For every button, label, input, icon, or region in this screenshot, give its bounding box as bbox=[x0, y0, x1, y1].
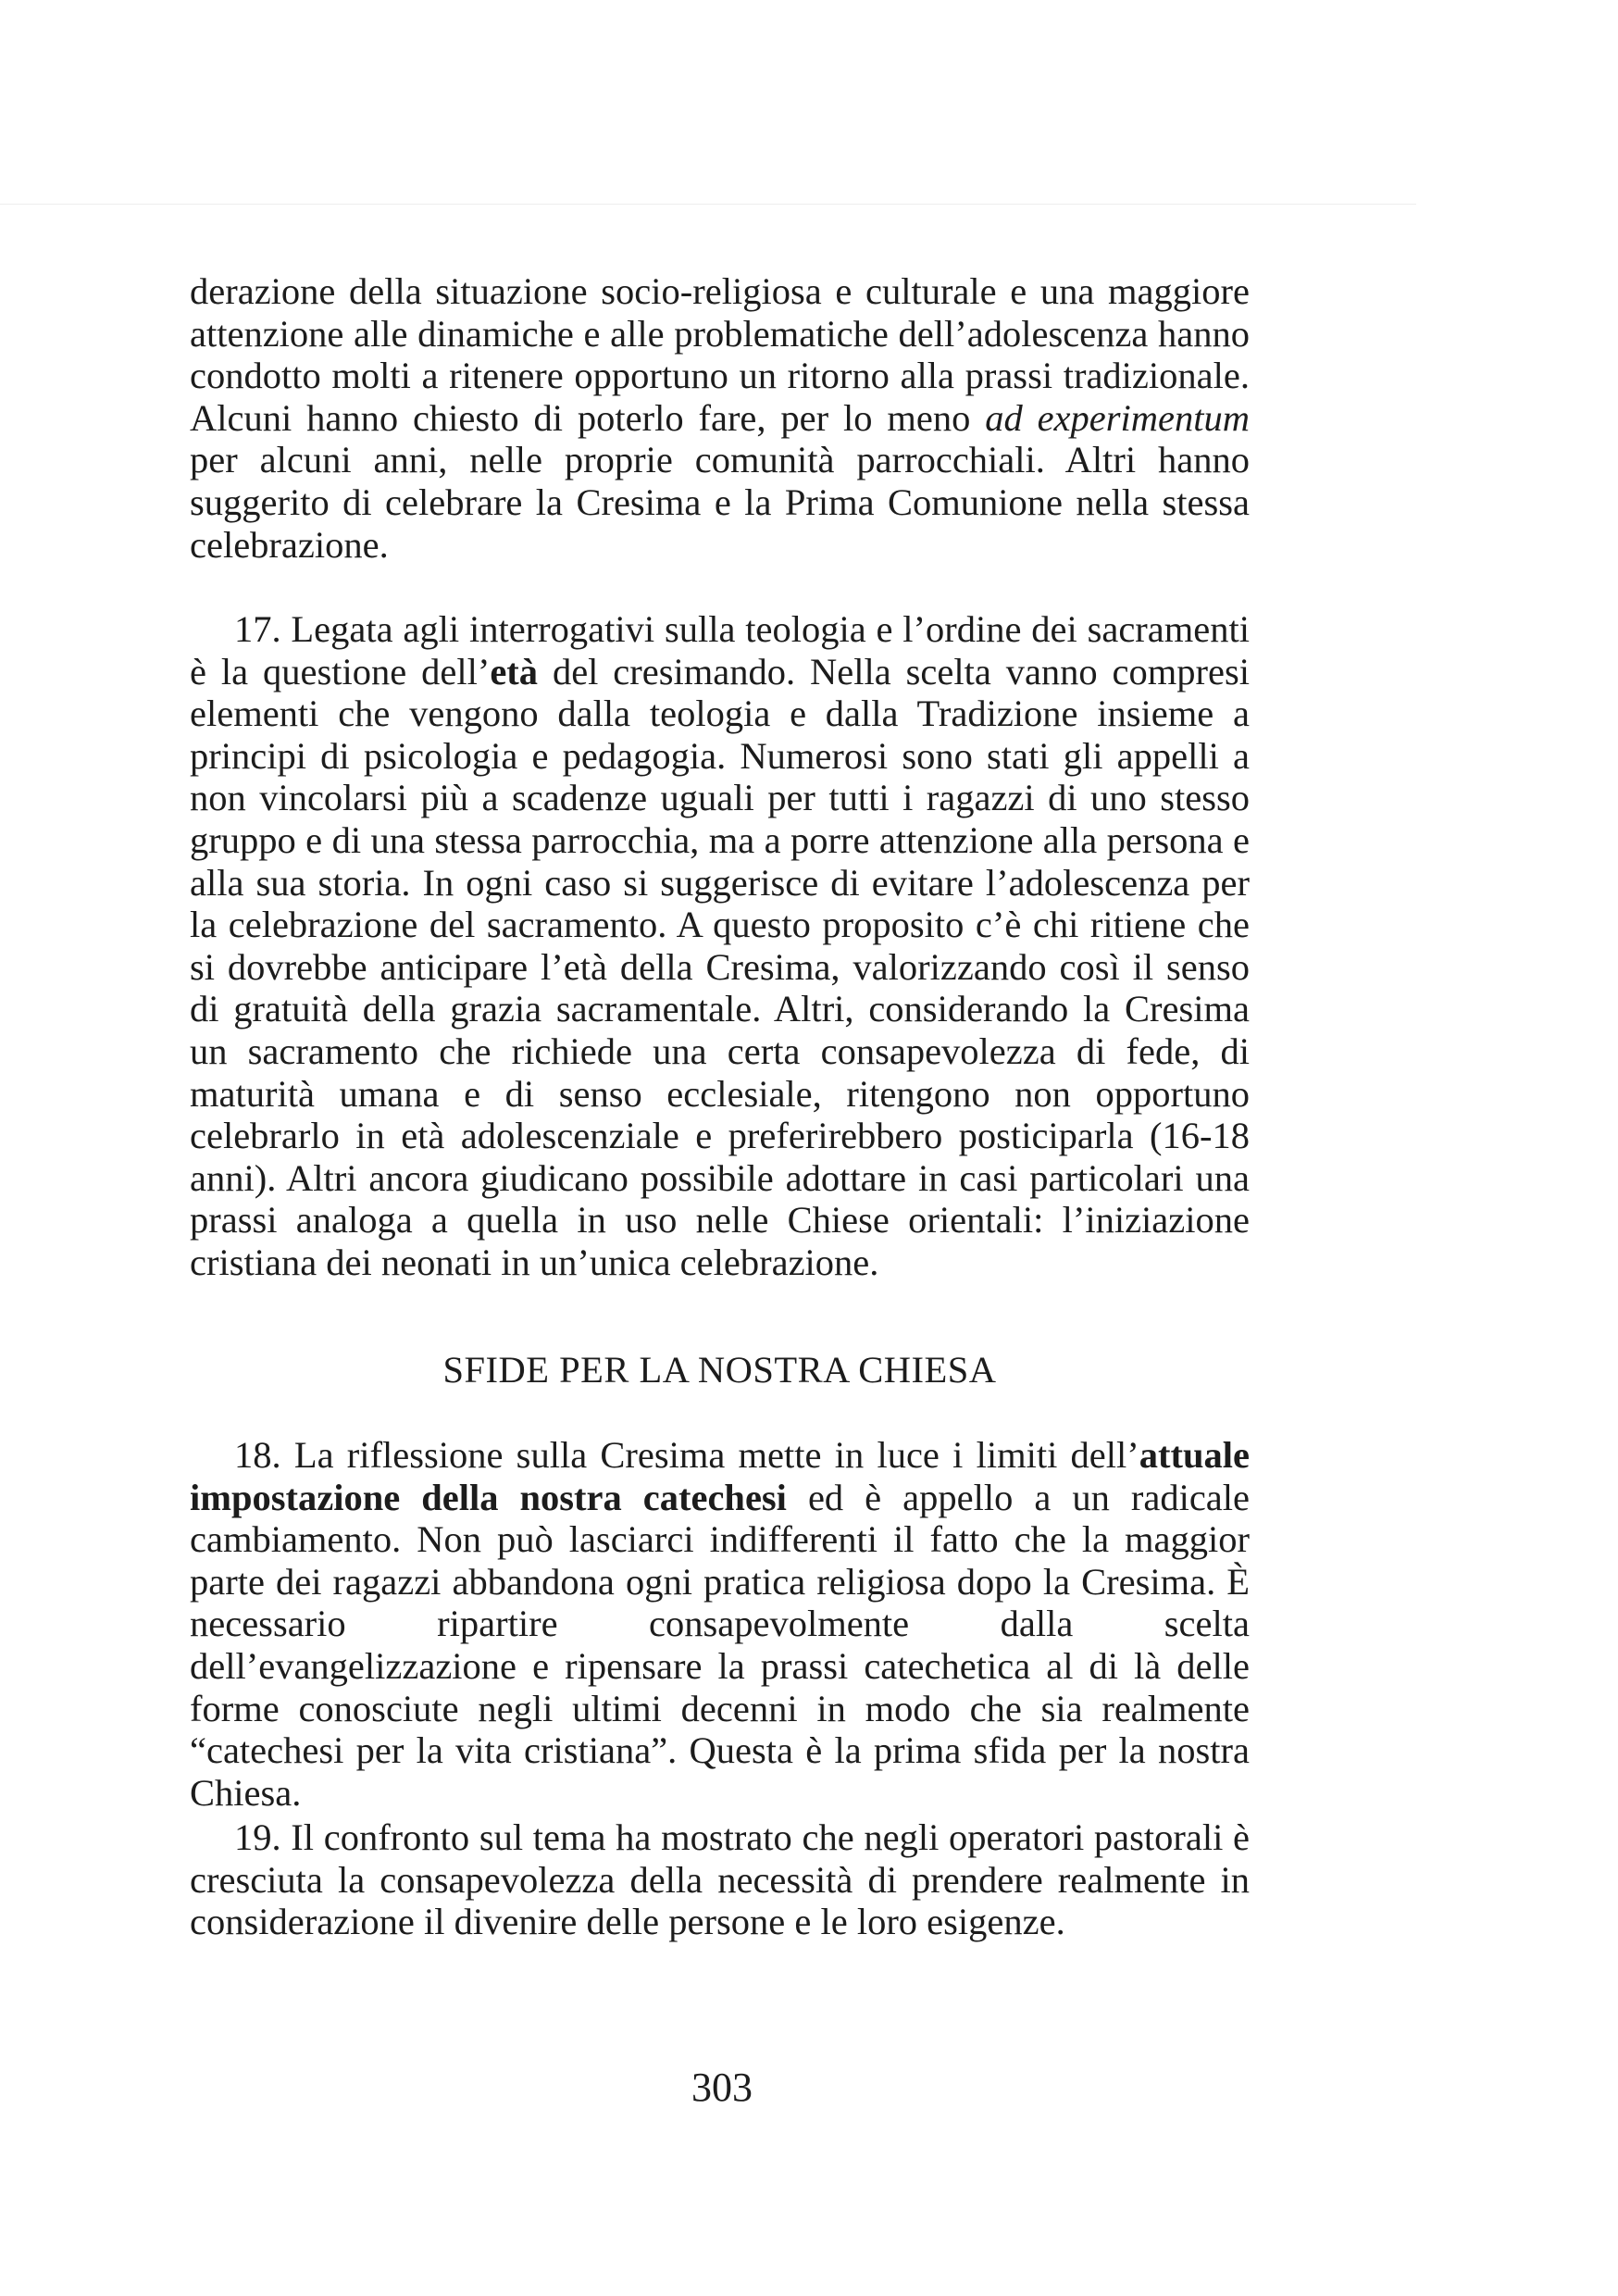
paragraph-19 bbox=[190, 1816, 1250, 1943]
paragraph-18-text: 18. La riflessione sulla Cresima mette in luce i limiti dell’ bbox=[234, 1434, 1139, 1476]
latin-phrase: ad experimentum bbox=[985, 396, 1250, 439]
paragraph-18 bbox=[190, 1434, 1250, 1814]
page-edge-line bbox=[0, 204, 1416, 205]
paragraph-17-bold: età bbox=[490, 650, 539, 693]
paragraph-18-text-end: ed è appello a un radicale cambiamento. Non può lasciarci indifferenti il fatto che la maggior parte dei ragazzi abbandona ogni pratica religiosa dopo la Cresima. È necessario ripartire consapevolmente dalla scelta dell’evangelizzazione e ripensare la prassi catechetica al di là delle forme conosciute negli ultimi decenni in modo che sia realmente “catechesi per la vita cristiana”. Questa è la prima sfida per la nostra Chiesa. bbox=[190, 1476, 1250, 1814]
paragraph-continued-text: derazione della situazione socio-religiosa e culturale e una maggiore attenzione alle dinamiche e alle problematiche dell’adolescenza hanno condotto molti a ritenere opportuno un ritorno alla prassi tradizionale. Alcuni hanno chiesto di poterlo fare, per lo meno bbox=[190, 270, 1250, 439]
paragraph-17 bbox=[190, 608, 1250, 1284]
paragraph-17-text-end: del cresimando. Nella scelta vanno compresi elementi che vengono dalla teologia e dalla Tradizione insieme a principi di psicologia e pedagogia. Numerosi sono stati gli appelli a non vincolarsi più a scadenze uguali per tutti i ragazzi di uno stesso gruppo e di una stessa parrocchia, ma a porre attenzione alla persona e alla sua storia. In ogni caso si suggerisce di evitare l’adolescenza per la celebrazione del sacramento. A questo proposito c’è chi ritiene che si dovrebbe anticipare l’età della Cresima, valorizzando così il senso di gratuità della grazia sacramentale. Altri, considerando la Cresima un sacramento che richiede una certa consapevolezza di fede, di maturità umana e di senso ecclesiale, ritengono non opportuno celebrarlo in età adolescenziale e preferirebbero posticiparla (16-18 anni). Altri ancora giudicano possibile adottare in casi particolari una prassi analoga a quella in uso nelle Chiese orientali: l’iniziazione cristiana dei neonati in un’unica celebrazione. bbox=[190, 650, 1251, 1283]
paragraph-continued bbox=[190, 270, 1250, 566]
paragraph-18-bold: attuale impostazione della nostra catechesi bbox=[190, 1434, 1250, 1518]
paragraph-continued-text-end: per alcuni anni, nelle proprie comunità parrocchiali. Altri hanno suggerito di celebrare la Cresima e la Prima Comunione nella stessa celebrazione. bbox=[190, 439, 1250, 566]
page-number: 303 bbox=[691, 2065, 753, 2110]
paragraph-19-text: 19. Il confronto sul tema ha mostrato che negli operatori pastorali è cresciuta la consapevolezza della necessità di prendere realmente in considerazione il divenire delle persone e le loro esigenze. bbox=[190, 1816, 1250, 1943]
section-heading: SFIDE PER LA NOSTRA CHIESA bbox=[442, 1349, 997, 1391]
paragraph-17-text: 17. Legata agli interrogativi sulla teologia e l’ordine dei sacramenti è la questione dell’ bbox=[190, 608, 1250, 693]
